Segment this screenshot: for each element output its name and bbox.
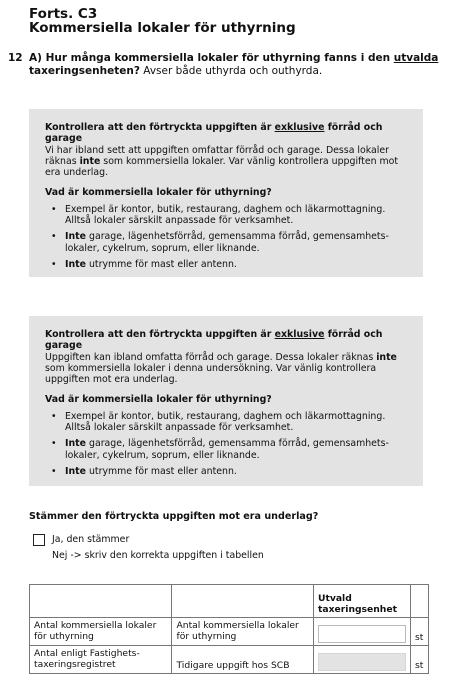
question-part1: A) Hur många kommersiella lokaler för uthyrning fanns i den	[29, 52, 391, 64]
question-part3: Avser både uthyrda och outhyrda.	[139, 65, 323, 77]
info-box-1	[29, 109, 423, 277]
row-label: Antal enligt Fastighets-taxeringsregistret	[30, 646, 172, 674]
list-item: • Exempel är kontor, butik, restaurang, daghem och läkarmottagning. Alltså lokaler särskilt anpassade för verksamhet.	[51, 203, 386, 227]
table-header-row	[30, 585, 429, 618]
list-item: • Exempel är kontor, butik, restaurang, daghem och läkarmottagning. Alltså lokaler särskilt anpassade för verksamhet.	[51, 410, 386, 434]
table-row	[30, 618, 429, 646]
list-item: • Inte utrymme för mast eller antenn.	[51, 465, 237, 477]
info-box-list	[45, 411, 413, 477]
table-row	[30, 646, 429, 674]
info-box-subheading: Vad är kommersiella lokaler för uthyrning?	[45, 187, 272, 199]
list-item: • Inte garage, lägenhetsförråd, gemensamma förråd, gemensamhets-lokaler, cykelrum, soprum, eller liknande.	[51, 438, 389, 461]
info-box-title: Kontrollera att den förtryckta uppgiften är exklusive förråd och garage	[45, 122, 383, 145]
question-underlined: utvalda	[393, 52, 439, 64]
previous-value-field	[318, 653, 406, 671]
row-description: Antal kommersiella lokaler för uthyrning	[172, 618, 314, 646]
question-part2: taxeringsenheten?	[29, 65, 140, 77]
row-description: Tidigare uppgift hos SCB	[172, 646, 314, 674]
column-header: Utvald taxeringsenhet	[314, 585, 411, 618]
info-box-2	[29, 316, 423, 486]
list-item: • Inte garage, lägenhetsförråd, gemensamma förråd, gemensamhets-lokaler, cykelrum, soprum, eller liknande.	[51, 231, 389, 254]
list-item: • Inte utrymme för mast eller antenn.	[51, 258, 237, 270]
row-label: Antal kommersiella lokaler för uthyrning	[30, 618, 172, 646]
unit-label: st	[411, 646, 429, 674]
no-instruction: Nej -> skriv den korrekta uppgiften i tabellen	[52, 550, 264, 561]
unit-label: st	[411, 618, 429, 646]
yes-checkbox[interactable]	[33, 534, 45, 546]
confirm-question: Stämmer den förtryckta uppgiften mot era underlag?	[29, 511, 319, 522]
question-number: 12	[8, 52, 23, 64]
answer-table	[29, 584, 429, 674]
info-box-body: Uppgiften kan ibland omfatta förråd och garage. Dessa lokaler räknas inte som kommersiella lokaler i denna undersökning. Var vänlig kontrollera uppgiften mot era underlag.	[45, 351, 397, 386]
info-box-list	[45, 204, 413, 270]
info-box-subheading: Vad är kommersiella lokaler för uthyrning?	[45, 394, 272, 406]
question-text	[29, 52, 439, 78]
info-box-body: Vi har ibland sett att uppgiften omfattar förråd och garage. Dessa lokaler räknas inte som kommersiella lokaler. Var vänlig kontrollera uppgiften mot era underlag.	[45, 144, 399, 179]
info-box-title: Kontrollera att den förtryckta uppgiften är exklusive förråd och garage	[45, 329, 383, 352]
count-input[interactable]	[318, 625, 406, 643]
section-label: Forts. C3	[29, 6, 98, 22]
yes-checkbox-label: Ja, den stämmer	[52, 534, 130, 545]
page-title: Kommersiella lokaler för uthyrning	[29, 20, 296, 36]
